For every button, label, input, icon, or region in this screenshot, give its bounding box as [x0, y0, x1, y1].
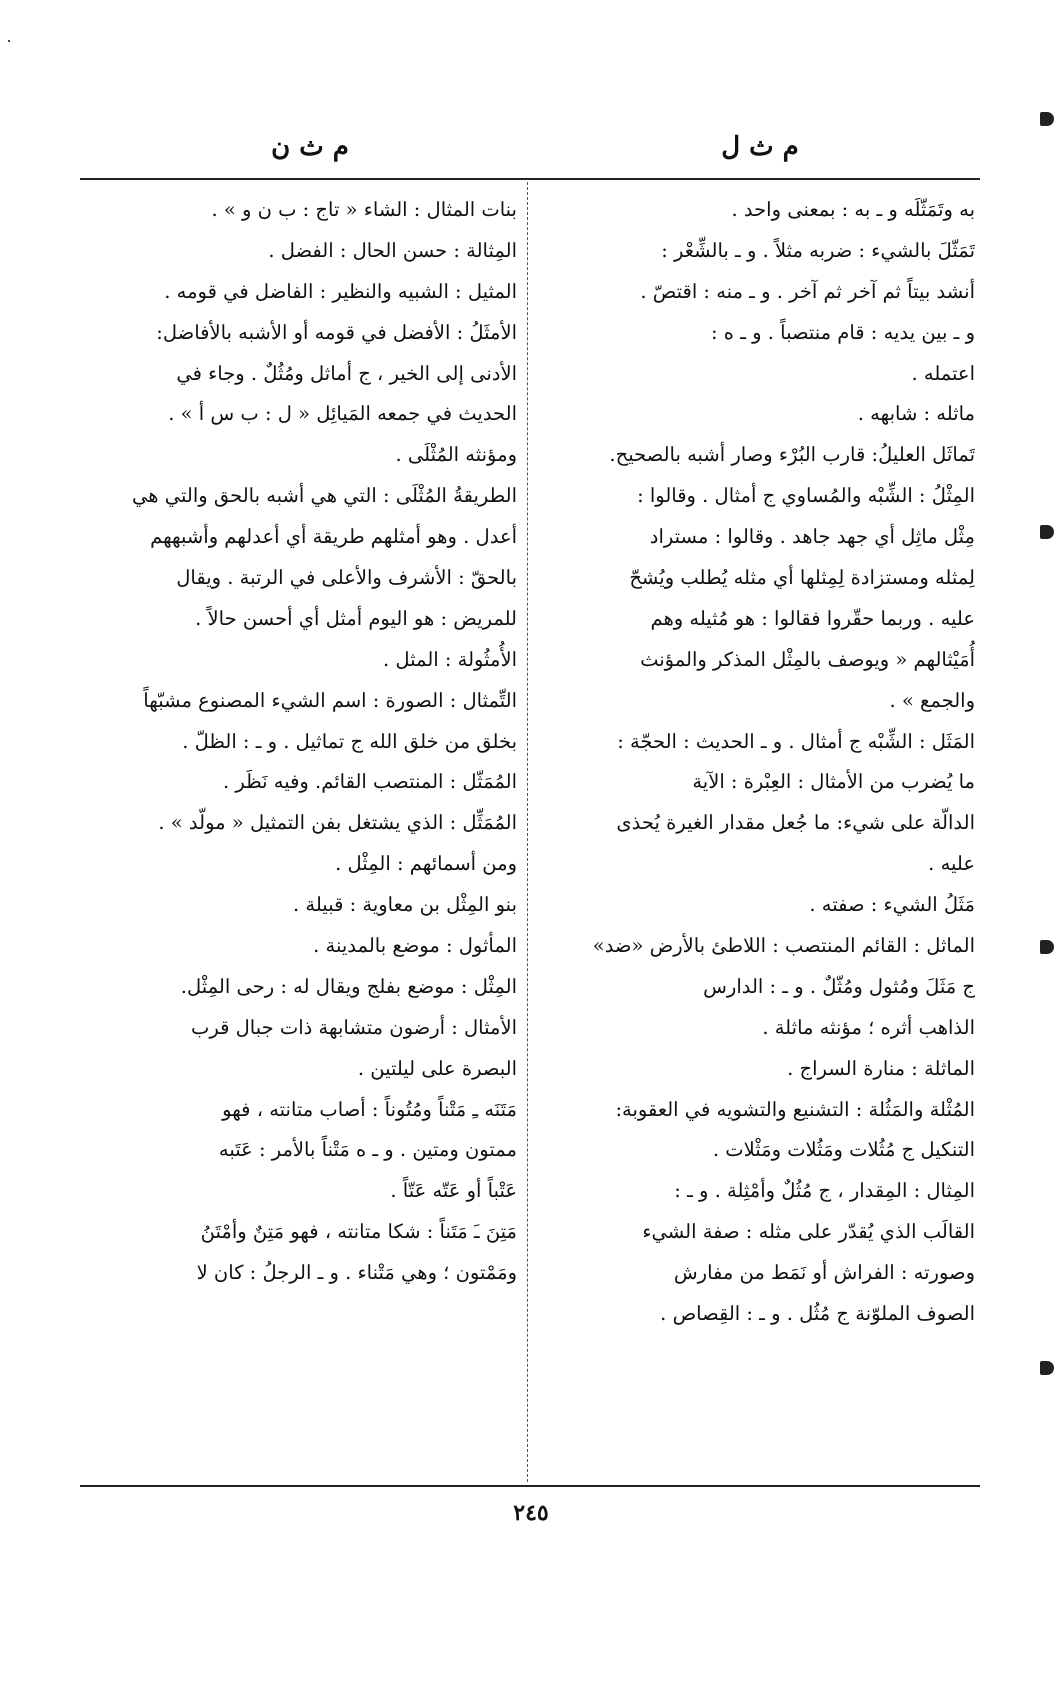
left-column-line: المُمَثّل : المنتصب القائم. وفيه نَظَر . — [222, 770, 517, 794]
left-column-line: الأدنى إلى الخير ، ج أماثل ومُثُلٌ . وجاء في — [176, 361, 517, 385]
right-column-line: مِثْل ماثِل أي جهد جاهد . وقالوا : مستراد — [649, 525, 975, 549]
right-column-line: والجمع » . — [889, 688, 975, 712]
left-column — [82, 190, 517, 1475]
right-column-line: التنكيل ج مُثُلات ومَثُلات ومَثْلات . — [712, 1138, 975, 1162]
left-column-line: عَتْباً أو عَتّه عَتّاً . — [390, 1179, 517, 1203]
left-column-line: ومن أسمائهم : المِثْل . — [335, 852, 517, 876]
page-number: ٢٤٥ — [513, 1500, 549, 1526]
left-column-line: الأمثال : أرضون متشابهة ذات جبال قرب — [190, 1015, 517, 1039]
left-column-line: ومَمْتون ؛ وهي مَتْناء . و ـ الرجلُ : كان لا — [196, 1261, 517, 1285]
right-column-line: عليه . — [928, 852, 975, 876]
scan-speck — [8, 40, 10, 42]
right-column-line: به وتَمَثّلَه و ـ به : بمعنى واحد . — [731, 198, 975, 221]
left-column-line: المِثالة : حسن الحال : الفضل . — [268, 238, 517, 262]
left-column-line: بنو المِثْل بن معاوية : قبيلة . — [293, 893, 517, 917]
left-column-line: البصرة على ليلتين . — [357, 1056, 517, 1080]
left-column-line: الأمثَلُ : الأفضل في قومه أو الأشبه بالأفاضل: — [156, 320, 517, 344]
right-column-line: الدالّة على شيء: ما جُعل مقدار الغيرة يُحذى — [616, 811, 975, 835]
right-column-line: اعتمله . — [911, 361, 975, 385]
left-column-line: المثيل : الشبيه والنظير : الفاضل في قومه . — [164, 279, 517, 303]
left-column-line: بنات المثال : الشاء « تاج : ب ن و » . — [211, 198, 517, 221]
left-column-line: ممتون ومتين . و ـ ه مَتْناً بالأمر : عَتَبه — [218, 1138, 517, 1162]
right-column-line: الذاهب أثره ؛ مؤنثه ماثلة . — [762, 1015, 975, 1039]
right-column-line: الماثلة : منارة السراج . — [787, 1056, 975, 1080]
left-column-line: بالحقّ : الأشرف والأعلى في الرتبة . ويقال — [176, 566, 517, 590]
right-column-line: ماثله : شابهه . — [857, 402, 975, 426]
margin-mark — [1040, 112, 1054, 126]
right-column-line: القالَب الذي يُقدّر على مثله : صفة الشيء — [642, 1220, 975, 1244]
header-root-left: م ث ن — [271, 132, 349, 162]
right-column-line: عليه . وربما حقّروا فقالوا : هو مُثيله وهم — [650, 606, 975, 630]
left-column-line: بخلق من خلق الله ج تماثيل . و ـ : الظلّ . — [182, 729, 517, 753]
right-column-line: الماثل : القائم المنتصب : اللاطئ بالأرض «ضد» — [592, 934, 975, 958]
margin-mark — [1040, 525, 1054, 539]
right-column-line: المُثْلة والمَثُلة : التشنيع والتشويه في العقوبة: — [615, 1097, 975, 1121]
right-column-line: ج مَثَلَ ومُثول ومُثّلٌ . و ـ : الدارس — [703, 974, 975, 998]
left-column-line: الحديث في جمعه المَيائِل « ل : ب س أ » . — [168, 402, 517, 426]
right-column-line: تَمَثّلَ بالشيء : ضربه مثلاً . و ـ بالشِّعْر : — [661, 238, 975, 262]
right-column — [540, 190, 975, 1475]
left-column-line: ومؤنثه المُثْلَى . — [395, 443, 517, 467]
right-column-line: المِثْلُ : الشِّبْه والمُساوي ج أمثال . وقالوا : — [637, 484, 975, 508]
left-column-line: مَتَنَه ـِ مَتْناً ومُتُوناً : أصاب متانته ، فهو — [222, 1097, 517, 1121]
top-rule — [80, 178, 980, 180]
right-column-line: وصورته : الفراش أو نَمَط من مفارش — [673, 1261, 975, 1285]
left-column-line: الطريقةُ المُثْلَى : التي هي أشبه بالحق والتي هي — [132, 484, 517, 508]
right-column-line: أُمَيْثالهم « ويوصف بالمِثْل المذكر والمؤنث — [640, 647, 975, 671]
right-column-line: و ـ بين يديه : قام منتصباً . و ـ ه : — [711, 320, 975, 344]
left-column-line: للمريض : هو اليوم أمثل أي أحسن حالاً . — [195, 606, 517, 630]
bottom-rule — [80, 1485, 980, 1487]
margin-mark — [1040, 940, 1054, 954]
right-column-line: المَثَل : الشِّبْه ج أمثال . و ـ الحديث : الحجّة : — [617, 729, 975, 753]
right-column-line: أنشد بيتاً ثم آخر ثم آخر . و ـ منه : اقتصّ . — [640, 279, 975, 303]
left-column-line: المُمَثِّل : الذي يشتغل بفن التمثيل « مولّد » . — [158, 811, 517, 835]
column-divider — [527, 182, 528, 1482]
right-column-line: الصوف الملوّنة ج مُثُل . و ـ : القِصاص . — [660, 1302, 975, 1326]
left-column-line: الأُمثُولة : المثل . — [383, 647, 517, 671]
left-column-line: المِثْل : موضع بفلج ويقال له : رحى المِثْل. — [180, 974, 517, 998]
left-column-line: المأثول : موضع بالمدينة . — [313, 934, 517, 958]
margin-mark — [1040, 1361, 1054, 1375]
left-column-line: التِّمثال : الصورة : اسم الشيء المصنوع مشبّهاً — [143, 688, 517, 712]
right-column-line: مَثَلُ الشيء : صفته . — [809, 893, 975, 917]
right-column-line: تَماثَل العليلُ: قارب البُرْء وصار أشبه بالصحيح. — [609, 443, 975, 467]
right-column-line: لِمثله ومستزادة لِمِثلها أي مثله يُطلب ويُشحّ — [629, 566, 975, 590]
left-column-line: مَتِنَ ـَ مَتَناً : شكا متانته ، فهو مَتِنٌ وأمْتَنُ — [200, 1220, 517, 1244]
header-root-right: م ث ل — [721, 132, 799, 162]
right-column-line: ما يُضرب من الأمثال : العِبْرة : الآية — [692, 770, 975, 794]
left-column-line: أعدل . وهو أمثلهم طريقة أي أعدلهم وأشبههم — [150, 525, 517, 549]
right-column-line: المِثال : المِقدار ، ج مُثُلٌ وأمْثِلة . و ـ : — [674, 1179, 975, 1203]
